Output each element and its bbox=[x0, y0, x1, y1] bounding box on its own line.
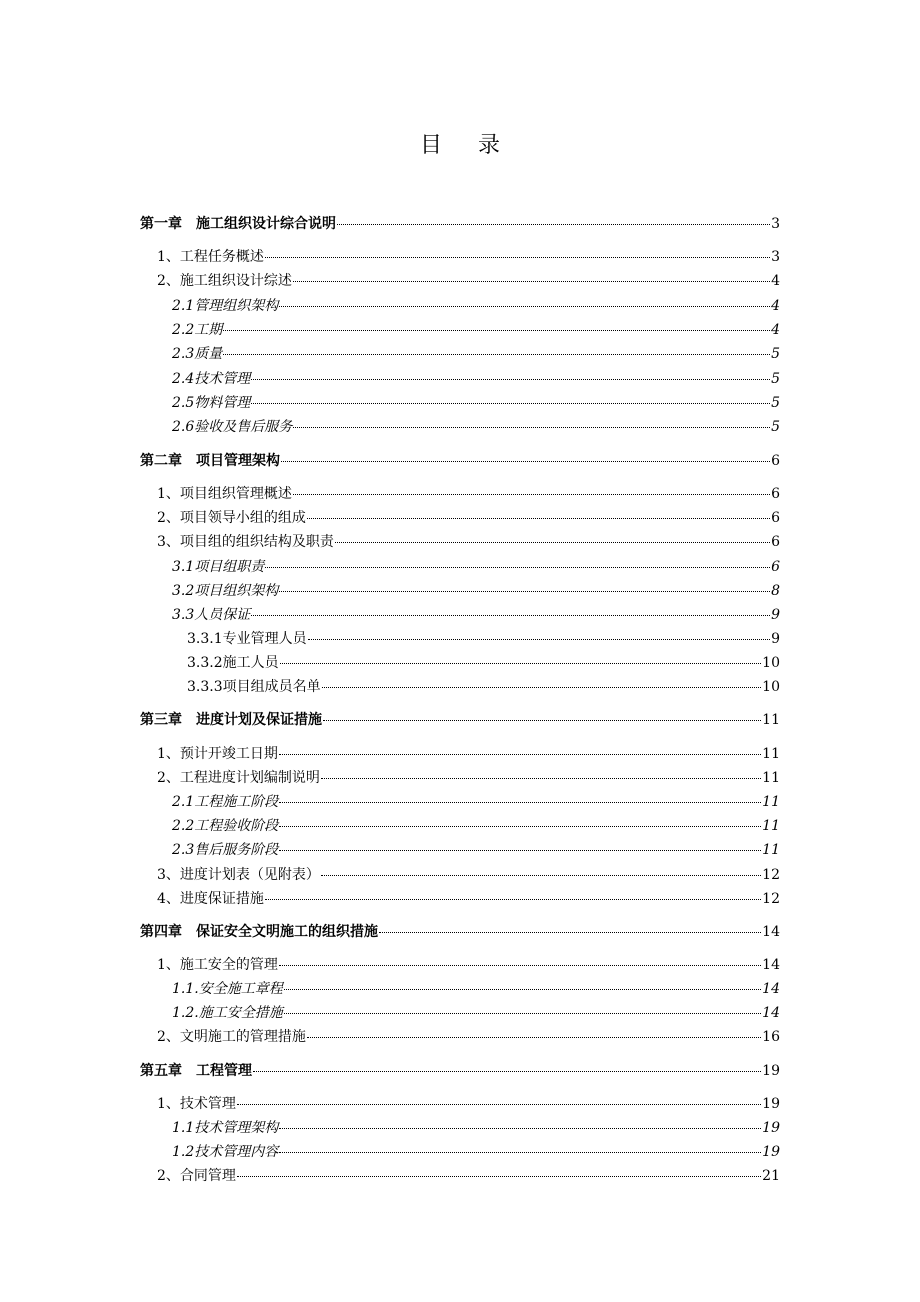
toc-leader-dots bbox=[279, 591, 770, 592]
toc-entry-page-number: 5 bbox=[771, 419, 780, 435]
toc-entry[interactable] bbox=[187, 630, 780, 648]
toc-entry-page-number: 11 bbox=[762, 746, 780, 762]
toc-entry-label: 第五章 工程管理 bbox=[140, 1063, 252, 1079]
toc-entry-label: 2.5物料管理 bbox=[172, 395, 251, 411]
toc-leader-dots bbox=[293, 427, 770, 428]
toc-entry[interactable] bbox=[157, 1095, 780, 1113]
toc-entry-label: 1、工程任务概述 bbox=[157, 249, 264, 265]
toc-entry[interactable] bbox=[172, 1119, 780, 1137]
toc-entry[interactable] bbox=[172, 606, 780, 624]
toc-entry[interactable] bbox=[172, 1004, 780, 1022]
toc-entry[interactable] bbox=[172, 394, 780, 412]
toc-leader-dots bbox=[284, 989, 761, 990]
toc-leader-dots bbox=[284, 1013, 761, 1014]
toc-entry[interactable] bbox=[157, 866, 780, 884]
toc-leader-dots bbox=[279, 802, 761, 803]
toc-entry-page-number: 5 bbox=[771, 395, 780, 411]
toc-entry[interactable] bbox=[172, 321, 780, 339]
toc-entry[interactable] bbox=[157, 509, 780, 527]
toc-entry[interactable] bbox=[157, 956, 780, 974]
toc-entry-label: 2、工程进度计划编制说明 bbox=[157, 770, 320, 786]
toc-leader-dots bbox=[281, 461, 770, 462]
toc-entry-page-number: 11 bbox=[762, 794, 780, 810]
toc-entry-page-number: 4 bbox=[771, 273, 780, 289]
toc-leader-dots bbox=[322, 687, 762, 688]
toc-entry[interactable] bbox=[172, 558, 780, 576]
toc-entry-label: 第三章 进度计划及保证措施 bbox=[140, 712, 322, 728]
toc-title-char-1: 目 bbox=[419, 133, 442, 158]
toc-entry[interactable] bbox=[157, 769, 780, 787]
toc-entry-label: 1.1技术管理架构 bbox=[172, 1120, 279, 1136]
toc-entry[interactable] bbox=[187, 654, 780, 672]
toc-entry-label: 3.1项目组职责 bbox=[172, 559, 265, 575]
toc-leader-dots bbox=[279, 826, 761, 827]
toc-leader-dots bbox=[265, 257, 770, 258]
toc-entry-label: 3.3.1专业管理人员 bbox=[187, 631, 307, 647]
toc-entry-page-number: 12 bbox=[762, 867, 780, 883]
toc-entry-page-number: 11 bbox=[762, 842, 780, 858]
toc-entry-page-number: 21 bbox=[762, 1168, 780, 1184]
toc-entry[interactable] bbox=[172, 418, 780, 436]
toc-leader-dots bbox=[321, 778, 761, 779]
toc-entry-label: 3.2项目组织架构 bbox=[172, 583, 279, 599]
toc-entry-label: 1.2.施工安全措施 bbox=[172, 1005, 283, 1021]
toc-leader-dots bbox=[323, 720, 761, 721]
toc-title-char-2: 录 bbox=[478, 133, 501, 158]
toc-chapter-entry[interactable] bbox=[140, 215, 780, 233]
toc-entry-page-number: 3 bbox=[771, 249, 780, 265]
toc-entry-label: 2.3质量 bbox=[172, 346, 223, 362]
toc-leader-dots bbox=[279, 306, 770, 307]
toc-leader-dots bbox=[307, 518, 770, 519]
toc-entry-page-number: 4 bbox=[771, 322, 780, 338]
toc-entry-label: 第四章 保证安全文明施工的组织措施 bbox=[140, 924, 378, 940]
toc-entry-label: 1、预计开竣工日期 bbox=[157, 746, 278, 762]
toc-leader-dots bbox=[265, 567, 770, 568]
toc-entry-label: 2.2工程验收阶段 bbox=[172, 818, 279, 834]
toc-entry-page-number: 19 bbox=[762, 1144, 780, 1160]
toc-entry-label: 2.6验收及售后服务 bbox=[172, 419, 293, 435]
toc-leader-dots bbox=[321, 875, 761, 876]
toc-leader-dots bbox=[279, 1128, 761, 1129]
toc-leader-dots bbox=[279, 850, 761, 851]
toc-entry-page-number: 9 bbox=[771, 631, 780, 647]
toc-entry-page-number: 3 bbox=[771, 216, 780, 232]
toc-entry-page-number: 14 bbox=[762, 1005, 780, 1021]
toc-entry[interactable] bbox=[157, 890, 780, 908]
toc-entry-page-number: 14 bbox=[762, 981, 780, 997]
toc-entry-page-number: 11 bbox=[762, 818, 780, 834]
toc-leader-dots bbox=[293, 494, 770, 495]
toc-entry-page-number: 11 bbox=[762, 770, 780, 786]
toc-entry[interactable] bbox=[157, 1028, 780, 1046]
toc-leader-dots bbox=[251, 403, 770, 404]
toc-entry[interactable] bbox=[172, 370, 780, 388]
toc-entry-page-number: 16 bbox=[762, 1029, 780, 1045]
toc-chapter-entry[interactable] bbox=[140, 923, 780, 941]
toc-entry-label: 4、进度保证措施 bbox=[157, 891, 264, 907]
toc-entry[interactable] bbox=[172, 817, 780, 835]
toc-leader-dots bbox=[223, 330, 770, 331]
toc-leader-dots bbox=[251, 379, 770, 380]
toc-entry-page-number: 11 bbox=[762, 712, 780, 728]
toc-entry[interactable] bbox=[172, 1143, 780, 1161]
toc-entry-page-number: 5 bbox=[771, 371, 780, 387]
toc-entry-page-number: 6 bbox=[771, 534, 780, 550]
toc-entry-label: 2.2工期 bbox=[172, 322, 223, 338]
toc-entry-label: 2、合同管理 bbox=[157, 1168, 236, 1184]
toc-entry-page-number: 5 bbox=[771, 346, 780, 362]
toc-entry-label: 3、项目组的组织结构及职责 bbox=[157, 534, 334, 550]
toc-leader-dots bbox=[251, 615, 770, 616]
toc-entry-page-number: 10 bbox=[762, 679, 780, 695]
toc-leader-dots bbox=[307, 1037, 761, 1038]
toc-entry-label: 3.3.2施工人员 bbox=[187, 655, 279, 671]
toc-leader-dots bbox=[337, 224, 770, 225]
toc-entry-label: 2、项目领导小组的组成 bbox=[157, 510, 306, 526]
toc-leader-dots bbox=[223, 354, 770, 355]
toc-entry-label: 2.1工程施工阶段 bbox=[172, 794, 279, 810]
toc-entry[interactable] bbox=[172, 980, 780, 998]
toc-entry-label: 1、施工安全的管理 bbox=[157, 957, 278, 973]
toc-leader-dots bbox=[279, 965, 761, 966]
toc-leader-dots bbox=[280, 663, 762, 664]
toc-entry-page-number: 14 bbox=[762, 957, 780, 973]
toc-leader-dots bbox=[265, 899, 761, 900]
toc-entry[interactable] bbox=[172, 297, 780, 315]
toc-entry-label: 3.3.3项目组成员名单 bbox=[187, 679, 321, 695]
toc-entry-page-number: 12 bbox=[762, 891, 780, 907]
toc-entry[interactable] bbox=[157, 272, 780, 290]
toc-entry-label: 1、项目组织管理概述 bbox=[157, 486, 292, 502]
toc-entry-page-number: 14 bbox=[762, 924, 780, 940]
toc-entry[interactable] bbox=[172, 582, 780, 600]
toc-entry-page-number: 10 bbox=[762, 655, 780, 671]
toc-title bbox=[0, 128, 920, 159]
toc-leader-dots bbox=[237, 1104, 761, 1105]
toc-chapter-entry[interactable] bbox=[140, 711, 780, 729]
toc-entry-label: 1.1.安全施工章程 bbox=[172, 981, 283, 997]
toc-entry[interactable] bbox=[172, 793, 780, 811]
toc-entry-label: 2.1管理组织架构 bbox=[172, 298, 279, 314]
toc-entry-page-number: 19 bbox=[762, 1063, 780, 1079]
toc-leader-dots bbox=[279, 754, 761, 755]
toc-entry-page-number: 9 bbox=[771, 607, 780, 623]
toc-leader-dots bbox=[279, 1152, 761, 1153]
toc-entry-page-number: 8 bbox=[771, 583, 780, 599]
toc-entry[interactable] bbox=[172, 345, 780, 363]
toc-leader-dots bbox=[253, 1071, 761, 1072]
toc-entry-page-number: 6 bbox=[771, 453, 780, 469]
toc-entry-label: 1.2技术管理内容 bbox=[172, 1144, 279, 1160]
toc-entry-label: 2.3售后服务阶段 bbox=[172, 842, 279, 858]
toc-entry-label: 第一章 施工组织设计综合说明 bbox=[140, 216, 336, 232]
toc-entry[interactable] bbox=[157, 533, 780, 551]
toc-entry-page-number: 4 bbox=[771, 298, 780, 314]
toc-entry-label: 3.3人员保证 bbox=[172, 607, 251, 623]
toc-entry[interactable] bbox=[157, 485, 780, 503]
toc-leader-dots bbox=[293, 281, 770, 282]
toc-entry-label: 第二章 项目管理架构 bbox=[140, 453, 280, 469]
toc-entry[interactable] bbox=[172, 841, 780, 859]
toc-entry-page-number: 19 bbox=[762, 1120, 780, 1136]
toc-entry-label: 2、施工组织设计综述 bbox=[157, 273, 292, 289]
toc-entry-page-number: 19 bbox=[762, 1096, 780, 1112]
toc-leader-dots bbox=[335, 542, 770, 543]
toc-entry[interactable] bbox=[157, 1167, 780, 1185]
toc-entry-page-number: 6 bbox=[771, 510, 780, 526]
toc-entry-label: 1、技术管理 bbox=[157, 1096, 236, 1112]
toc-entry-page-number: 6 bbox=[771, 486, 780, 502]
toc-leader-dots bbox=[379, 932, 761, 933]
toc-chapter-entry[interactable] bbox=[140, 1062, 780, 1080]
toc-entry-page-number: 6 bbox=[771, 559, 780, 575]
toc-entry-label: 2.4技术管理 bbox=[172, 371, 251, 387]
toc-entry-label: 3、进度计划表（见附表） bbox=[157, 867, 320, 883]
toc-entry[interactable] bbox=[157, 248, 780, 266]
toc-entry-label: 2、文明施工的管理措施 bbox=[157, 1029, 306, 1045]
toc-entry[interactable] bbox=[187, 678, 780, 696]
toc-leader-dots bbox=[237, 1176, 761, 1177]
toc-entry[interactable] bbox=[157, 745, 780, 763]
toc-leader-dots bbox=[308, 639, 770, 640]
toc-chapter-entry[interactable] bbox=[140, 452, 780, 470]
